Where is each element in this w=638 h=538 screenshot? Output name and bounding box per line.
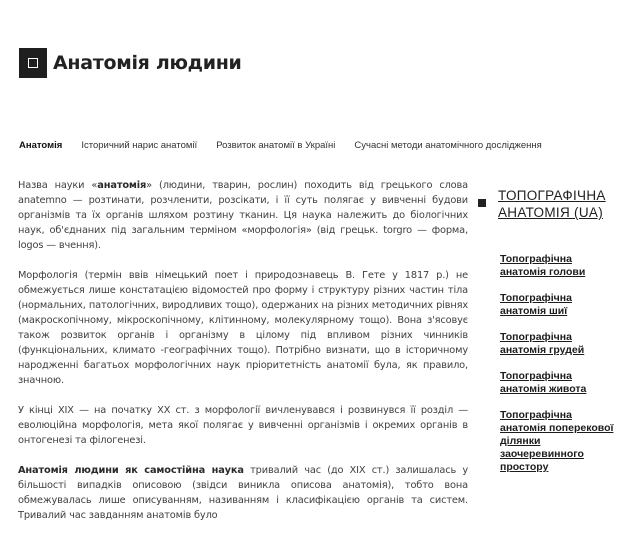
sidebar-heading bbox=[478, 187, 606, 227]
article-content bbox=[18, 178, 468, 538]
sidebar-title[interactable]: ТОПОГРАФІЧНА АНАТОМІЯ (UA) bbox=[498, 188, 606, 220]
sidebar-link-chest[interactable]: Топографічна анатомія грудей bbox=[500, 331, 585, 356]
main-nav bbox=[19, 137, 561, 153]
sidebar-link-abdomen[interactable]: Топографічна анатомія живота bbox=[500, 370, 587, 395]
paragraph-2: Морфологія (термін ввів німецький поет і природознавець В. Гете у 1817 р.) не обмежується лише констатацією відомостей про форму і структуру різних частин тіла (нормальних, патологічних, виродливих тощо), одержаних на різних методичних рівнях (макроскопічному, мікроскопічному, клітинному, молекулярному тощо). Вона з'ясовує також розвиток органів і організму в цілому під впливом різних чинників (функціональних, климато -географічних тощо). Потрібно визнати, що в історичному народженні багатьох морфологічних наук пріоритетність анатомії була, як правило, значною. bbox=[18, 270, 468, 386]
sidebar-link-lumbar[interactable]: Топографічна анатомія поперекової ділянки заочеревинного простору bbox=[500, 409, 614, 473]
sidebar-link-neck[interactable]: Топографічна анатомія шиї bbox=[500, 292, 572, 317]
site-logo[interactable] bbox=[19, 48, 47, 78]
nav-item-ukraine[interactable]: Розвиток анатомії в Україні bbox=[216, 139, 336, 151]
square-icon bbox=[28, 58, 38, 68]
paragraph-4-text: тривалий час (до XIX ст.) залишалась у більшості випадків описовою (звідси виникла описова анатомія), тобто вона обмежувалась лише описуванням, називанням і класифікацією органів та систем. Тривалий час завданням анатомів було bbox=[18, 465, 468, 521]
paragraph-1 bbox=[18, 178, 468, 253]
nav-item-modern-methods[interactable]: Сучасні методи анатомічного дослідження bbox=[354, 139, 542, 151]
paragraph-4 bbox=[18, 463, 468, 523]
paragraph-3: У кінці XIX — на початку XX ст. з морфології вичленувався і розвинувся її розділ — еволюційна морфологія, мета якої полягає у вивченні організмів і окремих органів в онтогенезі та філогенезі. bbox=[18, 405, 468, 446]
site-title[interactable]: Анатомія людини bbox=[53, 52, 242, 74]
square-bullet-icon bbox=[478, 199, 486, 207]
paragraph-1-text-b: » (людини, тварин, рослин) походить від грецького слова anatemno — розтинати, розчленити, розсікати, і її суть полягає у вивченні будови організмів та їх органів шляхом розтину тканин. Ця наука належить до біологічних наук, об'єднаних під загальним терміном «морфологія» (від грецьк. torgro — форма, logos — вчення). bbox=[18, 180, 468, 251]
sidebar-link-head[interactable]: Топографічна анатомія голови bbox=[500, 253, 586, 278]
paragraph-1-bold: анатомія bbox=[97, 180, 147, 191]
sidebar-links bbox=[500, 253, 614, 473]
nav-item-history[interactable]: Історичний нарис анатомії bbox=[81, 139, 198, 151]
paragraph-4-bold: Анатомія людини як самостійна наука bbox=[18, 465, 244, 476]
paragraph-1-text-a: Назва науки « bbox=[18, 180, 98, 191]
nav-item-anatomy[interactable]: Анатомія bbox=[19, 139, 63, 151]
